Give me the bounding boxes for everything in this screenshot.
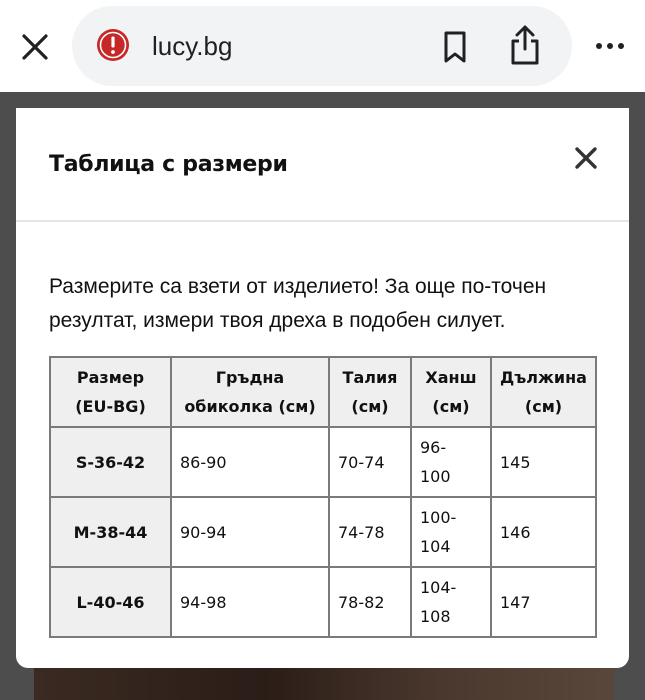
close-tab-button[interactable] xyxy=(18,30,52,64)
bust-cell: 86-90 xyxy=(171,427,329,497)
modal-close-button[interactable] xyxy=(572,144,600,172)
browser-toolbar xyxy=(0,0,645,92)
hips-cell: 104- 108 xyxy=(411,567,491,637)
bookmark-icon[interactable] xyxy=(440,30,470,64)
hips-cell: 96- 100 xyxy=(411,427,491,497)
close-icon xyxy=(574,146,598,170)
close-icon xyxy=(21,33,49,61)
length-cell: 145 xyxy=(491,427,596,497)
bust-cell: 90-94 xyxy=(171,497,329,567)
length-cell: 147 xyxy=(491,567,596,637)
size-chart-intro: Размерите са взети от изделието! За още по-точен резултат, измери твоя дреха в подобен силует. xyxy=(49,275,547,332)
hips-cell: 100- 104 xyxy=(411,497,491,567)
modal-header xyxy=(16,108,629,222)
header-waist: Талия (см) xyxy=(329,357,411,427)
share-icon[interactable] xyxy=(508,24,542,66)
size-cell: S-36-42 xyxy=(50,427,171,497)
header-size: Размер (EU-BG) xyxy=(50,357,171,427)
bust-cell: 94-98 xyxy=(171,567,329,637)
product-photo xyxy=(34,668,614,700)
table-row xyxy=(50,427,596,497)
size-cell: L-40-46 xyxy=(50,567,171,637)
more-menu-button[interactable] xyxy=(590,34,630,58)
more-icon xyxy=(595,42,625,50)
waist-cell: 78-82 xyxy=(329,567,411,637)
address-bar[interactable] xyxy=(72,6,572,86)
size-cell: M-38-44 xyxy=(50,497,171,567)
table-row xyxy=(50,497,596,567)
table-header-row xyxy=(50,357,596,427)
warning-icon[interactable] xyxy=(96,28,130,62)
length-cell: 146 xyxy=(491,497,596,567)
size-table xyxy=(49,356,597,638)
modal-title: Таблица с размери xyxy=(49,152,288,177)
header-length: Дължина (см) xyxy=(491,357,596,427)
url-text[interactable]: lucy.bg xyxy=(152,31,233,61)
waist-cell: 74-78 xyxy=(329,497,411,567)
size-chart-modal xyxy=(16,108,629,668)
table-row xyxy=(50,567,596,637)
waist-cell: 70-74 xyxy=(329,427,411,497)
header-hips: Ханш (см) xyxy=(411,357,491,427)
header-bust: Гръдна обиколка (см) xyxy=(171,357,329,427)
